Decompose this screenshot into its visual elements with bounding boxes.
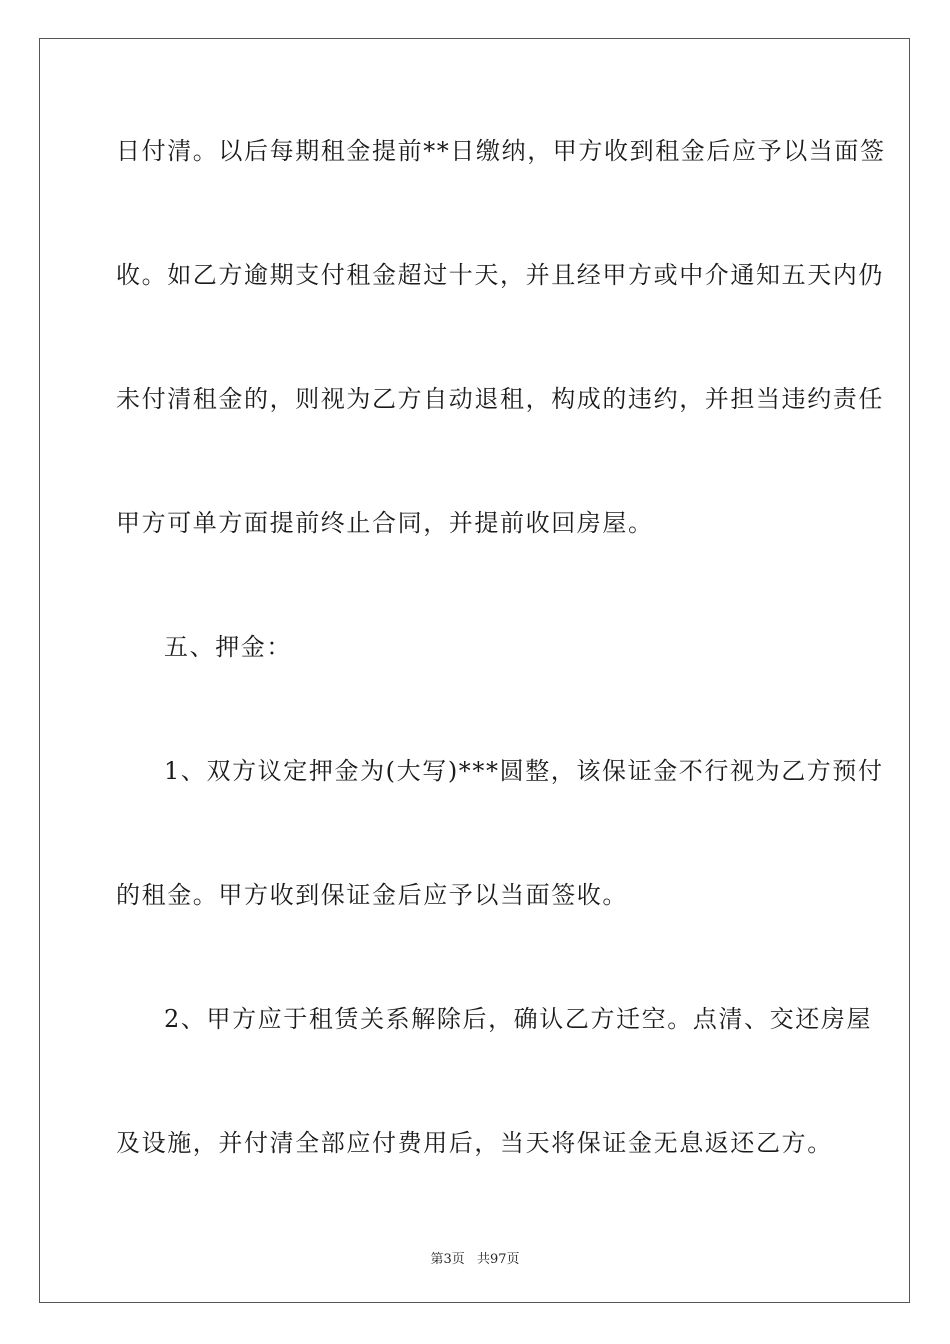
- page-total: 共97页: [476, 1252, 520, 1267]
- page-footer: [0, 1248, 950, 1267]
- body-line-3: 未付清租金的，则视为乙方自动退租，构成的违约，并担当违约责任: [116, 385, 884, 413]
- body-line-4: 甲方可单方面提前终止合同，并提前收回房屋。: [116, 509, 654, 537]
- body-line-6: 1、双方议定押金为(大写)***圆整，该保证金不行视为乙方预付: [164, 757, 884, 785]
- body-line-8: 2、甲方应于租赁关系解除后，确认乙方迁空。点清、交还房屋: [164, 1005, 873, 1033]
- body-line-2: 收。如乙方逾期支付租金超过十天，并且经甲方或中介通知五天内仍: [116, 261, 884, 289]
- body-line-1: 日付清。以后每期租金提前**日缴纳，甲方收到租金后应予以当面签: [116, 137, 886, 165]
- body-line-9: 及设施，并付清全部应付费用后，当天将保证金无息返还乙方。: [116, 1129, 833, 1157]
- page-border: [39, 38, 910, 1303]
- section-heading-deposit: 五、押金：: [164, 633, 292, 661]
- body-line-7: 的租金。甲方收到保证金后应予以当面签收。: [116, 881, 628, 909]
- page-number: 第3页: [430, 1252, 465, 1267]
